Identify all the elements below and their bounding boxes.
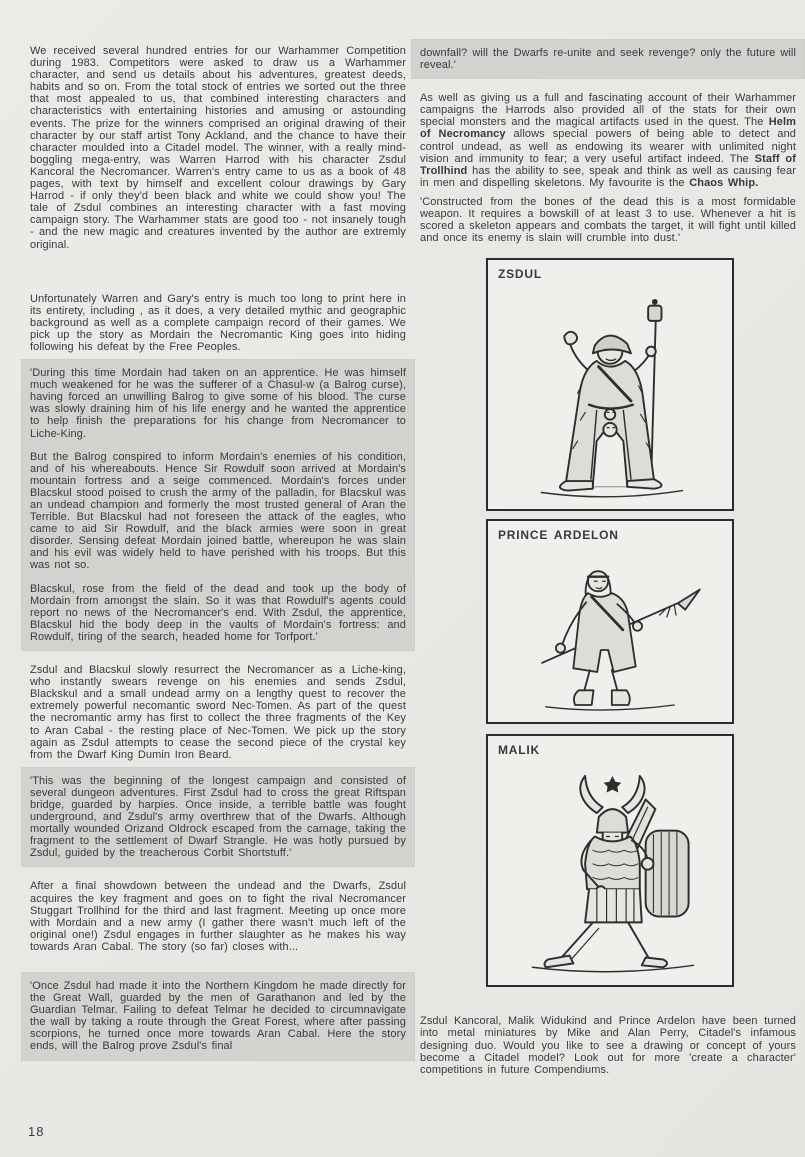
artifacts-text: has the ability to see, speak and think as well as causing fear in men and dispelling skeletons. My favourite is the xyxy=(420,164,796,189)
quote-block-mordain xyxy=(22,360,414,650)
quote-paragraph: But the Balrog conspired to inform Mordain's enemies of his condition, and of his whereabouts. Hence Sir Rowdulf soon arrived at Mordain's mountain fortress and a seige commenced. Mordain's forces under Blacskul stood poised to crush the army of the palladin, for Blacskul was an undead champion and formerly the most trusted general of Aran the Terrible. But Blacskul had not foreseen the attack of the eagles, who came to aid Sir Rowdulf, and the black armies were soon in great disorder. Sensing defeat Mordain joined battle, whereupon he was slain and his evil was widely held to have perished with his troops. But this was not so. xyxy=(30,450,406,572)
right-column xyxy=(420,40,796,1088)
artifacts-text: As well as giving us a full and fascinating account of their Warhammer campaigns the Harrods also provided all of the stats for their own special monsters and the magical artifacts used in the quest. The xyxy=(420,92,796,129)
helm-of-necromancy-bold: Helm of Necromancy xyxy=(420,116,796,141)
left-column xyxy=(30,45,406,1074)
quote-paragraph: Blacskul, rose from the field of the dead and took up the body of Mordain from amongst the slain. So it was that Rowdulf's agents could report no news of the Necromancer's end. With Zsdul, the apprentice, Blacskul hid the body deep in the vaults of Mordain's fortress: and Rowdulf, tiring of the search, headed home for Torfport.' xyxy=(30,582,406,643)
artifacts-paragraph xyxy=(420,92,796,189)
malik-illustration xyxy=(503,774,718,979)
quote-block-northern-continued xyxy=(412,40,804,78)
prince-ardelon-figure-label: PRINCE ARDELON xyxy=(498,528,619,543)
chaos-whip-quote-paragraph: 'Constructed from the bones of the dead this is a most formidable weapon. It requires a bowskill of at least 3 to use. Whenever a hit is scored a skeleton appears and combats the target, it will fight until killed and once its enemy is slain will crumble into dust.' xyxy=(420,195,796,245)
miniatures-paragraph: Zsdul Kancoral, Malik Widukind and Prince Ardelon have been turned into metal miniatures by Mike and Alan Perry, Citadel's infamous designing duo. Would you like to see a drawing or concept of yours become a Citadel model? Look out for more 'create a character' competitions in future Compendiums. xyxy=(420,1015,796,1076)
zsdul-figure-label: ZSDUL xyxy=(498,267,542,282)
prince-ardelon-illustration xyxy=(505,551,715,716)
quote-paragraph: downfall? will the Dwarfs re-unite and seek revenge? only the future will reveal.' xyxy=(420,47,796,72)
staff-of-trollhind-bold: Staff of Trollhind xyxy=(420,152,796,177)
prince-ardelon-figure-box xyxy=(486,519,734,724)
quote-block-campaign xyxy=(22,768,414,867)
quote-paragraph: 'This was the beginning of the longest campaign and consisted of several dungeon adventures. First Zsdul had to cross the great Riftspan bridge, guarded by harpies. Once inside, a terrible battle was fought underground, and Zsdul's army overthrew that of the Dwarfs. Although mortally wounded Orizand Oldrock escaped from the carnage, taking the fragment to the settlement of Dwarf Strangle. He was hotly pursued by Zsdul, guided by the treacherous Corbit Shortstuff.' xyxy=(30,774,406,860)
malik-figure-label: MALIK xyxy=(498,743,540,758)
chaos-whip-bold: Chaos Whip. xyxy=(689,176,759,189)
artifacts-text: allows special powers of being able to detect and control undead, as well as endowing its wearer with unlimited night vision and immunity to fear; a very useful artifact indeed. The xyxy=(420,128,797,165)
quote-paragraph: 'Once Zsdul had made it into the Northern Kingdom he made directly for the Great Wall, guarded by the men of Garathanon and led by the Guardian Telmar. Failing to defeat Telmar he decided to circumnavigate the wall by taking a route through the Great Forest, where after passing scorpions, he turned once more towards Aran Cabal. Here the story ends, will the Balrog prove Zsdul's final xyxy=(30,980,406,1053)
showdown-paragraph: After a final showdown between the undead and the Dwarfs, Zsdul acquires the key fragment and goes on to fight the rival Necromancer Stuggart Trollhind for the third and last fragment. Meeting up once more with Mordain and a new army (I gather there wasn't much left of the original one!) Zsdul engages in further slaughter as he makes his way towards Aran Cabal. The story (so far) closes with... xyxy=(30,880,406,953)
malik-figure-box xyxy=(486,734,734,987)
zsdul-illustration xyxy=(505,298,715,503)
page-number: 18 xyxy=(28,1124,45,1139)
zsdul-figure-box xyxy=(486,258,734,511)
resurrect-paragraph: Zsdul and Blacskul slowly resurrect the Necromancer as a Liche-king, who instantly swears revenge on his enemies and sends Zsdul, Blackskul and a small undead army on a lengthy quest to recover the extremely powerful necomantic sword Nec-Tomen. As part of the quest the necromantic army has first to collect the three fragments of the Key to Aran Cabal - the resting place of Nec-Tomen. We pick up the story again as Zsdul attempts to cease the second piece of the crystal key from the Dwarf King Dumin Iron Beard. xyxy=(30,664,406,761)
quote-paragraph: 'During this time Mordain had taken on an apprentice. He was himself much weakened for he was the sufferer of a Chasul-w (a Balrog curse), having forced an unwilling Balrog to give some of his blood. The curse was slowly draining him of his life energy and he wanted the apprentice to help finish the preparations for his change from Necromancer to Liche-King. xyxy=(30,367,406,440)
intro-paragraph: We received several hundred entries for our Warhammer Competition during 1983. Competitors were asked to draw us a Warhammer character, and send us details about his adventures, greatest deeds, habits and so on. From the total stock of entries we sorted out the three that most appealed to us, that combined interesting characters and characteristics with entertaining histories and amusing or astounding events. The prize for the winners comprised an original drawing of their character by our staff artist Tony Ackland, and the chance to have their character moulded into a Citadel model. The winner, with a really mind-boggling mega-entry, was Warren Harrod with his character Zsdul Kancoral the Necromancer. Warren's entry came to us as a book of 48 pages, with text by himself and excellent colour drawings by Gary Harrod - if only they'd been black and white we could show you! The tale of Zsdul combines an interesting character with a fast moving campaign story. The Warhammer stats are good too - not insanely tough - and the new magic and creatures invented by the author are extremly original. xyxy=(30,45,406,251)
unfortunately-paragraph: Unfortunately Warren and Gary's entry is much too long to print here in its entirety, including , as it does, a very detailed mythic and geographic background as well as a complete campaign record of their games. We pick up the story as Mordain the Necromantic King goes into hiding following his defeat by the Free Peoples. xyxy=(30,292,406,353)
quote-block-northern xyxy=(22,973,414,1060)
